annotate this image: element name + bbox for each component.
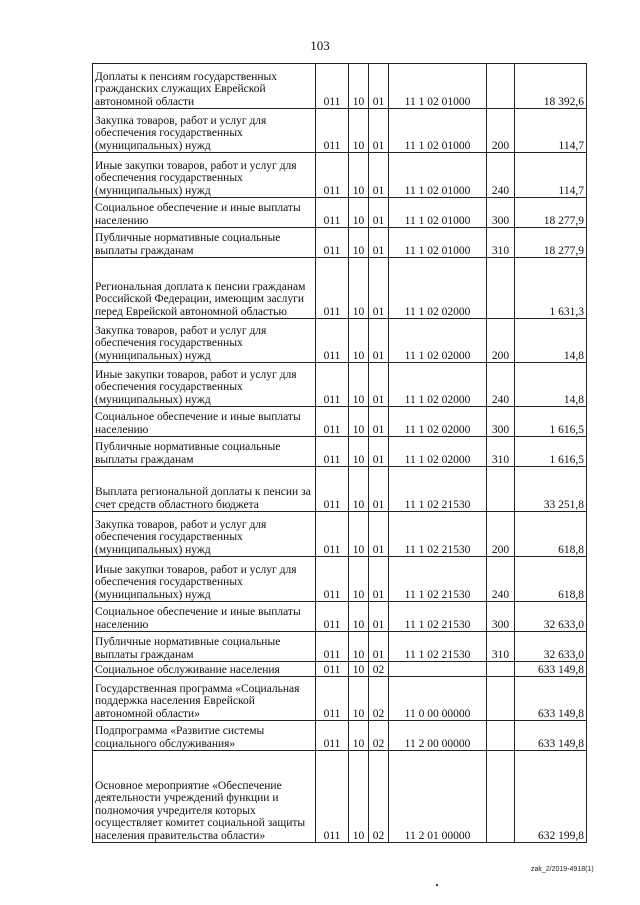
table-row	[93, 512, 587, 557]
row-rz: 10	[349, 437, 369, 467]
table-row	[93, 557, 587, 602]
row-sum: 1 631,3	[515, 258, 587, 319]
row-name: Социальное обеспечение и иные выплаты населению	[93, 602, 316, 632]
row-csr: 11 1 02 01000	[389, 153, 487, 198]
table-row	[93, 721, 587, 751]
row-name: Иные закупки товаров, работ и услуг для обеспечения государственных (муниципальных) нужд	[93, 557, 316, 602]
row-csr: 11 1 02 02000	[389, 407, 487, 437]
row-pr: 01	[369, 557, 389, 602]
table-row	[93, 467, 587, 512]
row-gr: 011	[316, 437, 349, 467]
row-pr: 01	[369, 109, 389, 153]
row-vr: 310	[487, 632, 515, 662]
row-vr: 310	[487, 228, 515, 258]
row-gr: 011	[316, 632, 349, 662]
row-vr: 200	[487, 109, 515, 153]
table-row	[93, 437, 587, 467]
row-vr	[487, 64, 515, 109]
row-name: Выплата региональной доплаты к пенсии за счет средств областного бюджета	[93, 467, 316, 512]
table-row	[93, 751, 587, 843]
row-vr: 240	[487, 557, 515, 602]
row-sum: 633 149,8	[515, 721, 587, 751]
row-vr	[487, 751, 515, 843]
row-rz: 10	[349, 258, 369, 319]
row-name: Социальное обслуживание населения	[93, 662, 316, 677]
row-vr: 200	[487, 512, 515, 557]
row-name: Публичные нормативные социальные выплаты гражданам	[93, 228, 316, 258]
table-row	[93, 319, 587, 363]
row-vr	[487, 721, 515, 751]
row-pr: 01	[369, 319, 389, 363]
row-rz: 10	[349, 677, 369, 721]
row-name: Государственная программа «Социальная поддержка населения Еврейской автономной области»	[93, 677, 316, 721]
row-rz: 10	[349, 198, 369, 228]
row-name: Иные закупки товаров, работ и услуг для обеспечения государственных (муниципальных) нужд	[93, 153, 316, 198]
row-gr: 011	[316, 319, 349, 363]
row-sum: 632 199,8	[515, 751, 587, 843]
row-csr: 11 1 02 21530	[389, 602, 487, 632]
row-rz: 10	[349, 467, 369, 512]
row-csr: 11 2 00 00000	[389, 721, 487, 751]
row-name: Закупка товаров, работ и услуг для обеспечения государственных (муниципальных) нужд	[93, 319, 316, 363]
row-vr	[487, 258, 515, 319]
row-rz: 10	[349, 662, 369, 677]
row-name: Закупка товаров, работ и услуг для обеспечения государственных (муниципальных) нужд	[93, 109, 316, 153]
table-row	[93, 153, 587, 198]
row-csr: 11 1 02 02000	[389, 363, 487, 407]
row-gr: 011	[316, 662, 349, 677]
row-csr: 11 1 02 21530	[389, 467, 487, 512]
row-csr: 11 1 02 21530	[389, 632, 487, 662]
table-row	[93, 228, 587, 258]
row-name: Закупка товаров, работ и услуг для обеспечения государственных (муниципальных) нужд	[93, 512, 316, 557]
row-vr	[487, 467, 515, 512]
row-csr: 11 0 00 00000	[389, 677, 487, 721]
row-gr: 011	[316, 258, 349, 319]
row-rz: 10	[349, 109, 369, 153]
row-pr: 01	[369, 258, 389, 319]
row-pr: 01	[369, 632, 389, 662]
row-pr: 01	[369, 64, 389, 109]
row-sum: 618,8	[515, 557, 587, 602]
row-csr: 11 1 02 02000	[389, 258, 487, 319]
row-sum: 18 277,9	[515, 228, 587, 258]
row-rz: 10	[349, 721, 369, 751]
row-vr: 200	[487, 319, 515, 363]
row-pr: 01	[369, 198, 389, 228]
row-csr: 11 1 02 02000	[389, 319, 487, 363]
row-vr: 300	[487, 198, 515, 228]
row-gr: 011	[316, 721, 349, 751]
row-name: Иные закупки товаров, работ и услуг для обеспечения государственных (муниципальных) нужд	[93, 363, 316, 407]
row-sum: 618,8	[515, 512, 587, 557]
row-csr: 11 1 02 21530	[389, 557, 487, 602]
page-number: 103	[310, 38, 330, 53]
row-sum: 14,8	[515, 319, 587, 363]
row-rz: 10	[349, 407, 369, 437]
table-row	[93, 198, 587, 228]
row-gr: 011	[316, 64, 349, 109]
table-row	[93, 407, 587, 437]
budget-table	[92, 63, 587, 843]
row-name: Подпрограмма «Развитие системы социального обслуживания»	[93, 721, 316, 751]
row-sum: 32 633,0	[515, 632, 587, 662]
table-row	[93, 64, 587, 109]
row-sum: 1 616,5	[515, 407, 587, 437]
table-row	[93, 602, 587, 632]
row-rz: 10	[349, 363, 369, 407]
row-rz: 10	[349, 153, 369, 198]
row-pr: 01	[369, 153, 389, 198]
row-pr: 02	[369, 662, 389, 677]
table-row	[93, 632, 587, 662]
row-sum: 14,8	[515, 363, 587, 407]
row-sum: 114,7	[515, 153, 587, 198]
row-csr: 11 1 02 01000	[389, 198, 487, 228]
row-vr: 300	[487, 407, 515, 437]
row-name: Доплаты к пенсиям государственных гражданских служащих Еврейской автономной области	[93, 64, 316, 109]
row-name: Публичные нормативные социальные выплаты гражданам	[93, 437, 316, 467]
row-gr: 011	[316, 751, 349, 843]
row-sum: 1 616,5	[515, 437, 587, 467]
row-gr: 011	[316, 363, 349, 407]
row-name: Региональная доплата к пенсии гражданам Российской Федерации, имеющим заслуги перед Еврейской автономной областью	[93, 258, 316, 319]
table-row	[93, 677, 587, 721]
row-gr: 011	[316, 557, 349, 602]
row-pr: 01	[369, 602, 389, 632]
row-sum: 33 251,8	[515, 467, 587, 512]
row-vr	[487, 677, 515, 721]
row-gr: 011	[316, 228, 349, 258]
row-vr: 240	[487, 363, 515, 407]
row-vr: 300	[487, 602, 515, 632]
row-gr: 011	[316, 677, 349, 721]
row-gr: 011	[316, 407, 349, 437]
row-sum: 32 633,0	[515, 602, 587, 632]
row-sum: 18 277,9	[515, 198, 587, 228]
row-name: Основное мероприятие «Обеспечение деятельности учреждений функции и полномочия учредителя которых осуществляет комитет социальной защиты населения правительства области»	[93, 751, 316, 843]
row-pr: 01	[369, 467, 389, 512]
row-name: Публичные нормативные социальные выплаты гражданам	[93, 632, 316, 662]
row-rz: 10	[349, 512, 369, 557]
row-csr: 11 1 02 21530	[389, 512, 487, 557]
scan-dot	[436, 884, 438, 886]
row-rz: 10	[349, 557, 369, 602]
table-row	[93, 363, 587, 407]
row-gr: 011	[316, 467, 349, 512]
row-sum: 18 392,6	[515, 64, 587, 109]
row-pr: 01	[369, 363, 389, 407]
row-sum: 633 149,8	[515, 662, 587, 677]
row-csr: 11 1 02 02000	[389, 437, 487, 467]
row-pr: 01	[369, 437, 389, 467]
row-gr: 011	[316, 512, 349, 557]
row-pr: 02	[369, 677, 389, 721]
row-pr: 02	[369, 721, 389, 751]
footer-code: zak_2/2019-4918(1)	[531, 866, 594, 873]
row-csr: 11 1 02 01000	[389, 228, 487, 258]
row-csr	[389, 662, 487, 677]
row-name: Социальное обеспечение и иные выплаты населению	[93, 198, 316, 228]
row-name: Социальное обеспечение и иные выплаты населению	[93, 407, 316, 437]
table-row	[93, 258, 587, 319]
row-sum: 114,7	[515, 109, 587, 153]
row-vr	[487, 662, 515, 677]
row-pr: 01	[369, 512, 389, 557]
row-csr: 11 2 01 00000	[389, 751, 487, 843]
row-pr: 02	[369, 751, 389, 843]
row-vr: 310	[487, 437, 515, 467]
row-pr: 01	[369, 228, 389, 258]
budget-table-body	[93, 64, 587, 843]
table-row	[93, 109, 587, 153]
row-csr: 11 1 02 01000	[389, 109, 487, 153]
row-rz: 10	[349, 751, 369, 843]
row-csr: 11 1 02 01000	[389, 64, 487, 109]
row-gr: 011	[316, 602, 349, 632]
row-pr: 01	[369, 407, 389, 437]
row-sum: 633 149,8	[515, 677, 587, 721]
row-rz: 10	[349, 602, 369, 632]
row-vr: 240	[487, 153, 515, 198]
table-row	[93, 662, 587, 677]
row-rz: 10	[349, 319, 369, 363]
row-rz: 10	[349, 228, 369, 258]
row-rz: 10	[349, 632, 369, 662]
row-gr: 011	[316, 153, 349, 198]
row-rz: 10	[349, 64, 369, 109]
row-gr: 011	[316, 198, 349, 228]
row-gr: 011	[316, 109, 349, 153]
